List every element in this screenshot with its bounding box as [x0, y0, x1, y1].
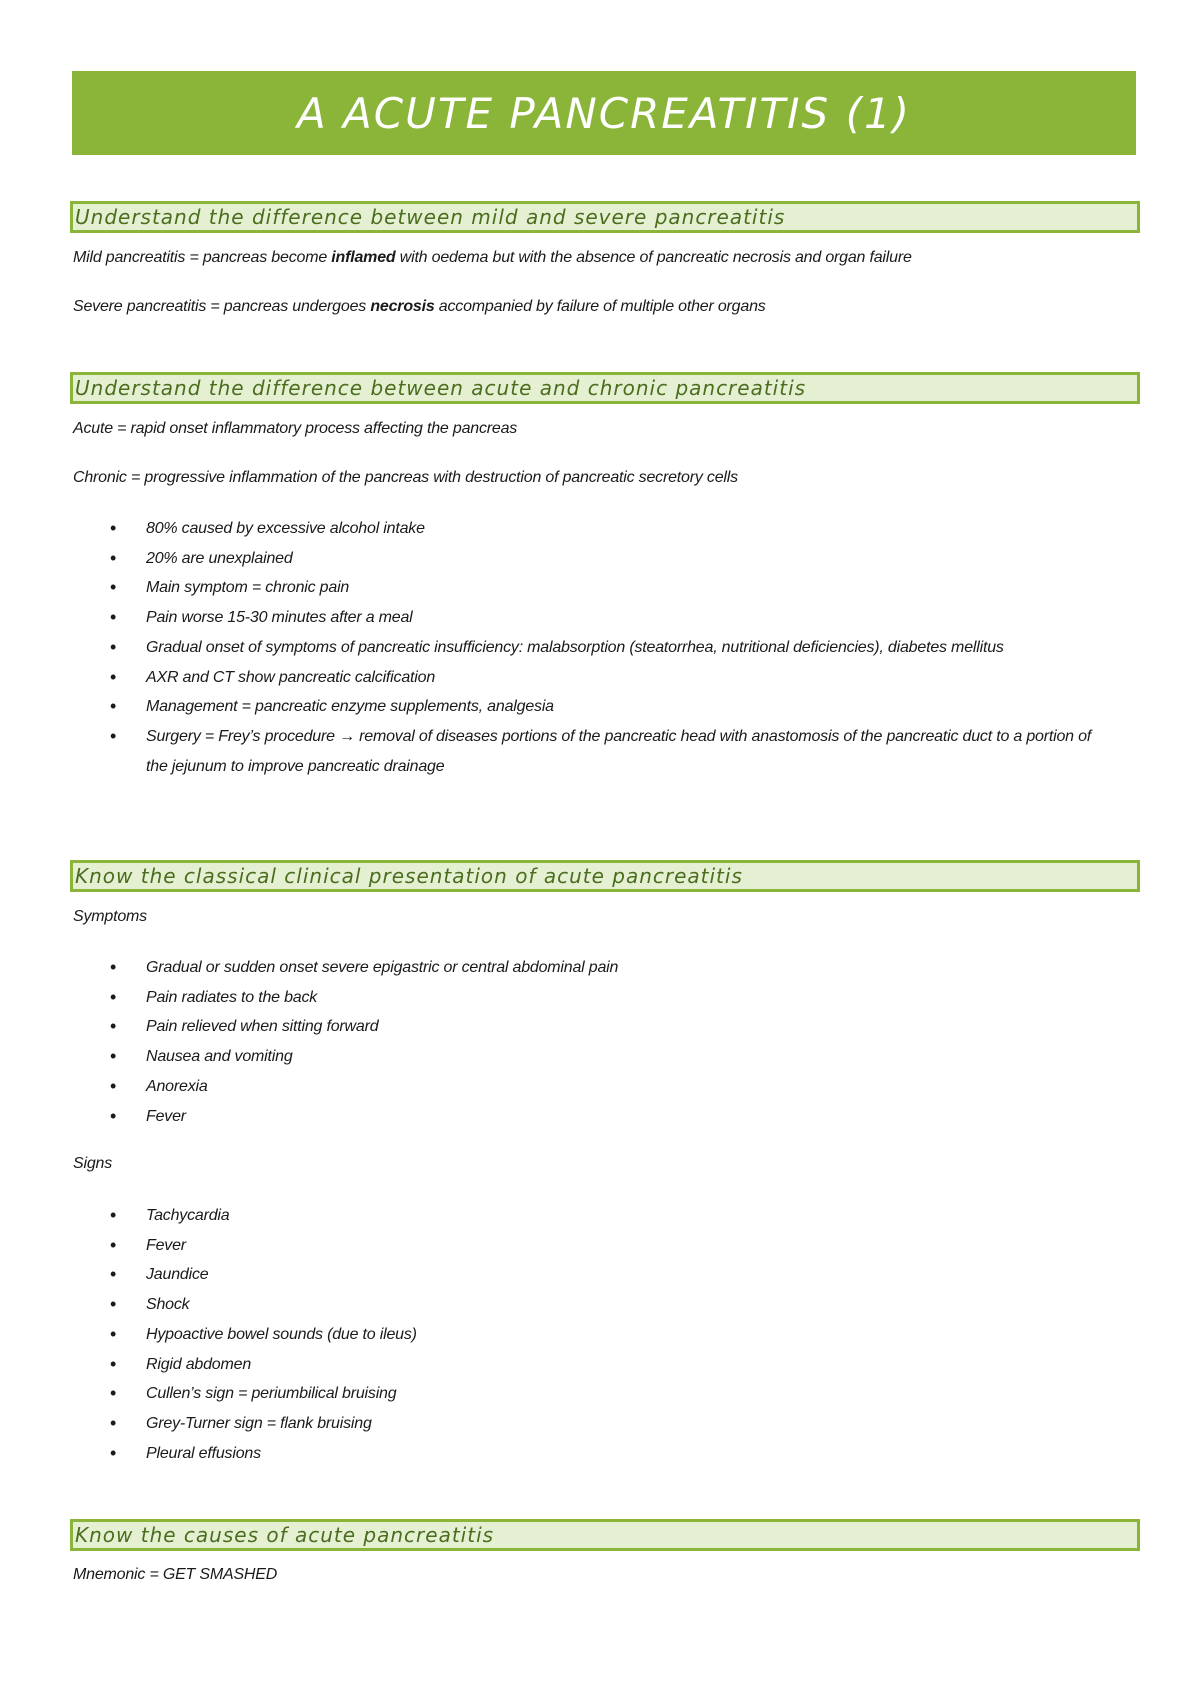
list-item: • 80% caused by excessive alcohol intake [0, 514, 1106, 544]
list-item: • Hypoactive bowel sounds (due to ileus) [0, 1320, 1106, 1350]
list-item: • Fever [0, 1231, 1106, 1261]
chronic-definition: Chronic = progressive inflammation of the pancreas with destruction of pancreatic secretory cells [73, 469, 738, 486]
acute-definition: Acute = rapid onset inflammatory process affecting the pancreas [73, 420, 518, 437]
section-heading-causes [70, 1519, 1140, 1551]
list-item: • Grey-Turner sign = flank bruising [0, 1409, 1106, 1439]
list-item: • Nausea and vomiting [0, 1042, 1106, 1072]
list-item: • Rigid abdomen [0, 1350, 1106, 1380]
chronic-bullet-list [0, 514, 1106, 781]
section-heading-clinical-presentation [70, 860, 1140, 892]
list-item: • Shock [0, 1290, 1106, 1320]
page-title: A ACUTE PANCREATITIS (1) [296, 88, 912, 138]
signs-list [0, 1201, 1106, 1468]
list-item: • 20% are unexplained [0, 544, 1106, 574]
section-heading-acute-chronic [70, 372, 1140, 404]
section-heading-mild-severe [70, 201, 1140, 233]
section-heading-text: Understand the difference between mild and severe pancreatitis [75, 205, 786, 229]
mnemonic-text: Mnemonic = GET SMASHED [73, 1566, 278, 1583]
symptoms-label: Symptoms [73, 908, 147, 925]
right-arrow-icon: → [339, 727, 355, 745]
list-item: • Pain radiates to the back [0, 983, 1106, 1013]
list-item: • AXR and CT show pancreatic calcification [0, 663, 1106, 693]
signs-label: Signs [73, 1155, 113, 1172]
list-item: • Gradual or sudden onset severe epigastric or central abdominal pain [0, 953, 1106, 983]
mild-definition: Mild pancreatitis = pancreas become inflamed with oedema but with the absence of pancreatic necrosis and organ failure [73, 249, 912, 266]
section-heading-text: Know the classical clinical presentation of acute pancreatitis [75, 864, 743, 888]
list-item: • Pleural effusions [0, 1439, 1106, 1469]
list-item: • Pain worse 15-30 minutes after a meal [0, 603, 1106, 633]
list-item: • Anorexia [0, 1072, 1106, 1102]
title-banner [72, 71, 1136, 155]
section-heading-text: Know the causes of acute pancreatitis [75, 1523, 495, 1547]
list-item: • Pain relieved when sitting forward [0, 1012, 1106, 1042]
list-item-surgery: • Surgery = Frey’s procedure → removal of diseases portions of the pancreatic head with anastomosis of the pancreatic duct to a portion of the jejunum to improve pancreatic drainage [0, 722, 1106, 781]
severe-definition: Severe pancreatitis = pancreas undergoes necrosis accompanied by failure of multiple other organs [73, 298, 766, 315]
list-item: • Jaundice [0, 1260, 1106, 1290]
symptoms-list [0, 953, 1106, 1131]
list-item: • Main symptom = chronic pain [0, 573, 1106, 603]
list-item: • Fever [0, 1102, 1106, 1132]
list-item: • Tachycardia [0, 1201, 1106, 1231]
list-item: • Gradual onset of symptoms of pancreatic insufficiency: malabsorption (steatorrhea, nutritional deficiencies), diabetes mellitus [0, 633, 1106, 663]
list-item: • Management = pancreatic enzyme supplements, analgesia [0, 692, 1106, 722]
section-heading-text: Understand the difference between acute and chronic pancreatitis [75, 376, 807, 400]
list-item: • Cullen’s sign = periumbilical bruising [0, 1379, 1106, 1409]
